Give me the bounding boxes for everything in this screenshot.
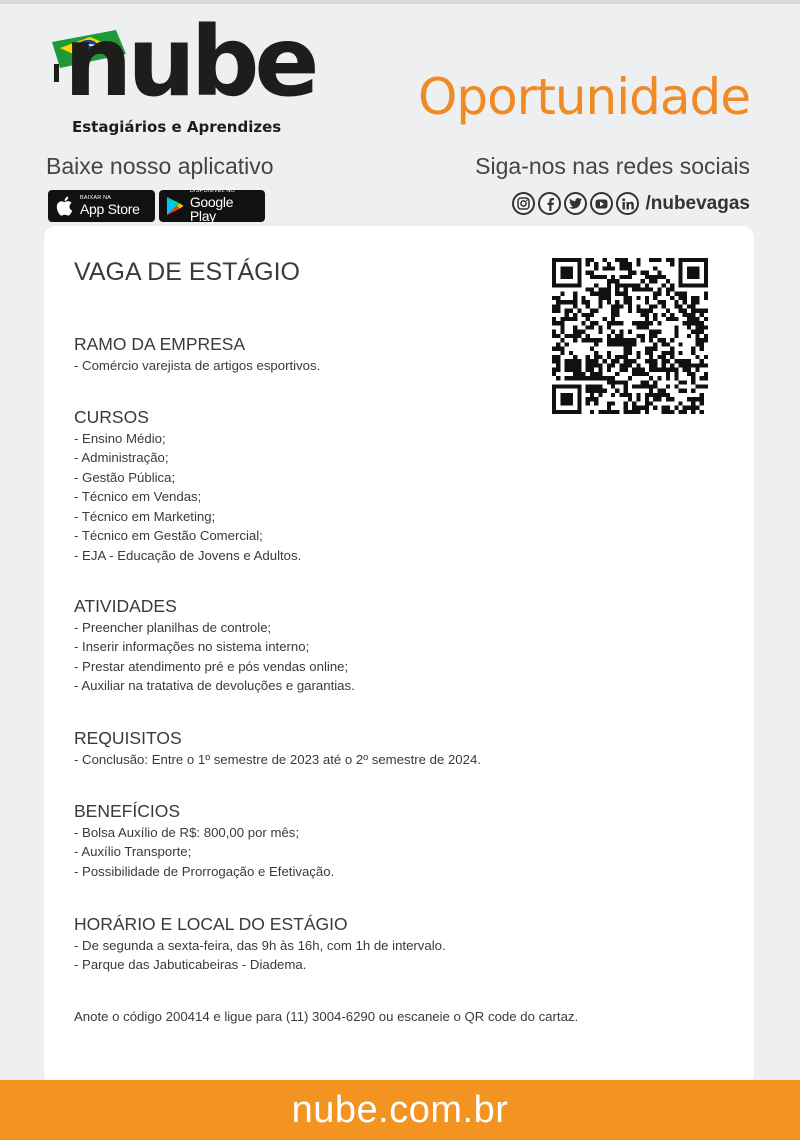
nube-logo[interactable]: [42, 6, 315, 140]
social-label: Siga-nos nas redes sociais: [475, 153, 750, 179]
apple-icon: [54, 195, 76, 217]
list-item: - Inserir informações no sistema interno;: [74, 639, 310, 655]
section-title: BENEFÍCIOS: [74, 801, 180, 821]
contact-note: Anote o código 200414 e ligue para (11) 3004-6290 ou escaneie o QR code do cartaz.: [74, 1009, 579, 1024]
youtube-icon[interactable]: [590, 192, 613, 215]
section-cursos: [74, 407, 301, 565]
section-title: ATIVIDADES: [74, 596, 177, 616]
twitter-icon[interactable]: [564, 192, 587, 215]
logo-tagline: Estagiários e Aprendizes: [72, 118, 282, 136]
app-store-button[interactable]: [48, 190, 155, 222]
list-item: - Auxílio Transporte;: [74, 844, 192, 860]
section-title: RAMO DA EMPRESA: [74, 334, 246, 354]
section-ramo: [74, 334, 320, 375]
section-horario-local: [74, 914, 446, 975]
app-store-label: App Store: [80, 200, 140, 217]
headline: Oportunidade: [418, 68, 750, 126]
footer-bar: [0, 1080, 800, 1140]
download-label: Baixe nosso aplicativo: [46, 153, 274, 179]
section-title: CURSOS: [74, 407, 149, 427]
list-item: - Técnico em Marketing;: [74, 508, 216, 524]
social-links: [512, 192, 750, 215]
list-item: - Comércio varejista de artigos esportivos.: [74, 357, 321, 373]
qr-code[interactable]: [552, 258, 708, 414]
google-play-button[interactable]: [159, 190, 265, 222]
job-card: [44, 226, 754, 1086]
list-item: - Possibilidade de Prorrogação e Efetivação.: [74, 863, 335, 879]
instagram-icon[interactable]: [512, 192, 535, 215]
list-item: - Gestão Pública;: [74, 469, 176, 485]
list-item: - Técnico em Vendas;: [74, 489, 202, 505]
list-item: - Ensino Médio;: [74, 430, 166, 446]
google-play-label: Google Play: [189, 193, 234, 224]
social-handle[interactable]: /nubevagas: [645, 192, 750, 214]
list-item: - Administração;: [74, 450, 169, 466]
section-title: REQUISITOS: [74, 728, 182, 748]
list-item: - Bolsa Auxílio de R$: 800,00 por mês;: [74, 824, 300, 840]
list-item: - Prestar atendimento pré e pós vendas online;: [74, 658, 349, 674]
logo-wordmark: nube: [64, 6, 315, 118]
list-item: - Auxiliar na tratativa de devoluções e garantias.: [74, 678, 355, 694]
linkedin-icon[interactable]: [616, 192, 639, 215]
section-beneficios: [74, 801, 334, 881]
list-item: - Preencher planilhas de controle;: [74, 619, 272, 635]
footer-url-link[interactable]: nube.com.br: [291, 1088, 509, 1131]
top-border: [0, 0, 800, 4]
google-play-small-label: DISPONÍVEL NO: [189, 188, 236, 195]
section-title: HORÁRIO E LOCAL DO ESTÁGIO: [74, 914, 348, 934]
section-atividades: [74, 596, 355, 696]
facebook-icon[interactable]: [538, 192, 561, 215]
app-store-small-label: BAIXAR NA: [80, 195, 112, 202]
list-item: - EJA - Educação de Jovens e Adultos.: [74, 547, 302, 563]
list-item: - Técnico em Gestão Comercial;: [74, 528, 263, 544]
google-play-icon: [165, 195, 186, 217]
list-item: - De segunda a sexta-feira, das 9h às 16h, com 1h de intervalo.: [74, 937, 446, 953]
job-title: VAGA DE ESTÁGIO: [74, 258, 300, 286]
list-item: - Parque das Jabuticabeiras - Diadema.: [74, 957, 307, 973]
section-requisitos: [74, 728, 481, 769]
list-item: - Conclusão: Entre o 1º semestre de 2023 até o 2º semestre de 2024.: [74, 751, 481, 767]
